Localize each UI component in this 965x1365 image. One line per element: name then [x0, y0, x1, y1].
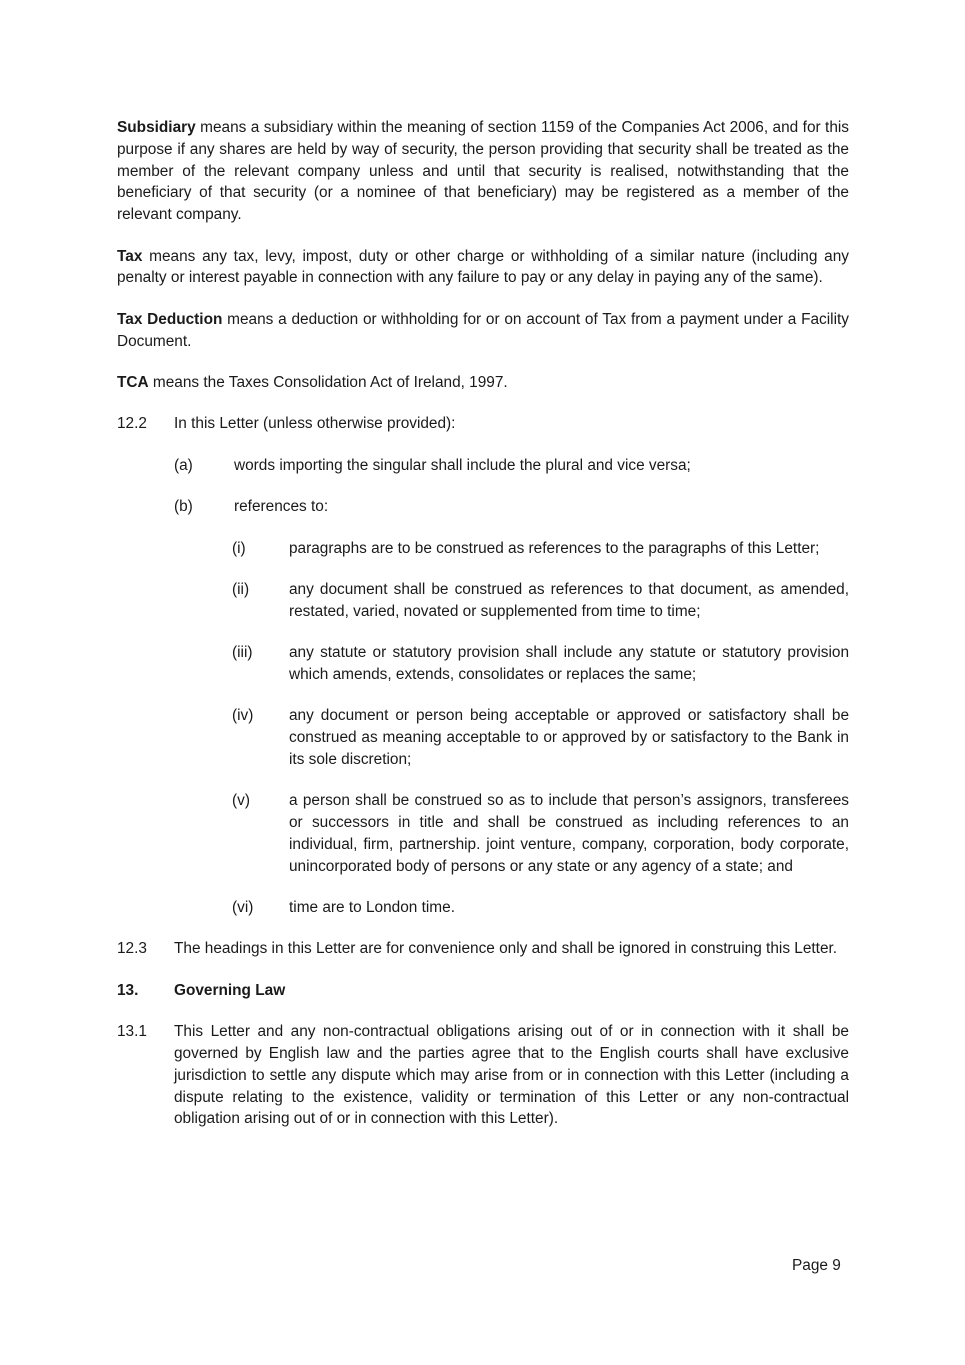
clause-number: 13.1: [117, 1023, 147, 1041]
definition-tax-deduction: [117, 309, 849, 353]
subitem-number: (iii): [232, 644, 253, 662]
definition-term: Subsidiary: [117, 119, 196, 136]
definition-text: means the Taxes Consolidation Act of Ireland, 1997.: [148, 373, 508, 391]
clause-12-2-subitem-i: [232, 538, 849, 560]
clause-text: The headings in this Letter are for convenience only and shall be ignored in construing this Letter.: [174, 940, 838, 958]
clause-12-2-subitem-iii: [232, 642, 849, 686]
definition-text: means a deduction or withholding for or on account of Tax from a payment under a Facility Document.: [117, 310, 849, 350]
section-13-heading: [117, 980, 849, 1002]
subitem-number: (ii): [232, 580, 250, 598]
definition-term: Tax: [117, 247, 143, 265]
definition-subsidiary: [117, 117, 849, 226]
item-number: (b): [174, 498, 193, 516]
clause-12-2-subitem-v: [232, 790, 849, 877]
definition-text: means a subsidiary within the meaning of section 1159 of the Companies Act 2006, and for this purpose if any shares are held by way of security, the person providing that security shall be treated as the member of the relevant company unless and until that security is realised, notwithstanding that the beneficiary of that security (or a nominee of that beneficiary) may be registered as a member of the relevant company.: [117, 119, 849, 224]
section-title: Governing Law: [174, 981, 286, 999]
clause-12-2-subitem-ii: [232, 579, 849, 623]
clause-12-2-item-a: [174, 455, 849, 477]
item-text: references to:: [234, 498, 329, 516]
subitem-text: any document shall be construed as references to that document, as amended, restated, varied, novated or supplemented from time to time;: [289, 580, 849, 620]
subitem-number: (i): [232, 539, 246, 557]
page-number: Page 9: [792, 1257, 841, 1274]
document-page: [117, 117, 849, 1150]
clause-number: 12.2: [117, 415, 147, 433]
clause-12-2-subitem-iv: [232, 705, 849, 770]
clause-12-2-item-b: [174, 496, 849, 518]
clause-text: This Letter and any non-contractual obligations arising out of or in connection with it shall be governed by English law and the parties agree that to the English courts shall have exclusive jurisdiction to settle any dispute which may arise from or in connection with this Letter (including a dispute relating to the existence, validity or termination of this Letter or any non-contractual obligation arising out of or in connection with this Letter).: [174, 1023, 849, 1128]
definition-text: means any tax, levy, impost, duty or other charge or withholding of a similar nature (including any penalty or interest payable in connection with any failure to pay or any delay in paying any of the same).: [117, 247, 849, 287]
clause-12-3: [117, 938, 849, 960]
clause-number: 12.3: [117, 940, 147, 958]
definition-tca: [117, 372, 849, 394]
clause-13-1: [117, 1021, 849, 1130]
subitem-text: any statute or statutory provision shall include any statute or statutory provision which amends, extends, consolidates or replaces the same;: [289, 644, 849, 683]
definition-tax: [117, 246, 849, 290]
subitem-text: paragraphs are to be construed as references to the paragraphs of this Letter;: [289, 539, 820, 557]
clause-12-2: [117, 413, 849, 435]
item-text: words importing the singular shall include the plural and vice versa;: [234, 456, 691, 474]
subitem-number: (v): [232, 792, 250, 810]
subitem-text: a person shall be construed so as to include that person’s assignors, transferees or successors in title and shall be construed as including references to an individual, firm, partnership. joint venture, company, corporation, body corporate, unincorporated body of persons or any state or any agency of a state; and: [289, 792, 849, 875]
subitem-number: (vi): [232, 899, 254, 917]
clause-12-2-subitem-vi: [232, 897, 849, 919]
subitem-text: time are to London time.: [289, 899, 455, 917]
section-number: 13.: [117, 981, 139, 999]
subitem-text: any document or person being acceptable or approved or satisfactory shall be construed as meaning acceptable to or approved by or satisfactory to the Bank in its sole discretion;: [289, 707, 849, 768]
definition-term: Tax Deduction: [117, 310, 223, 328]
subitem-number: (iv): [232, 707, 254, 725]
clause-text: In this Letter (unless otherwise provided):: [174, 415, 456, 433]
item-number: (a): [174, 456, 193, 474]
definition-term: TCA: [117, 373, 149, 391]
